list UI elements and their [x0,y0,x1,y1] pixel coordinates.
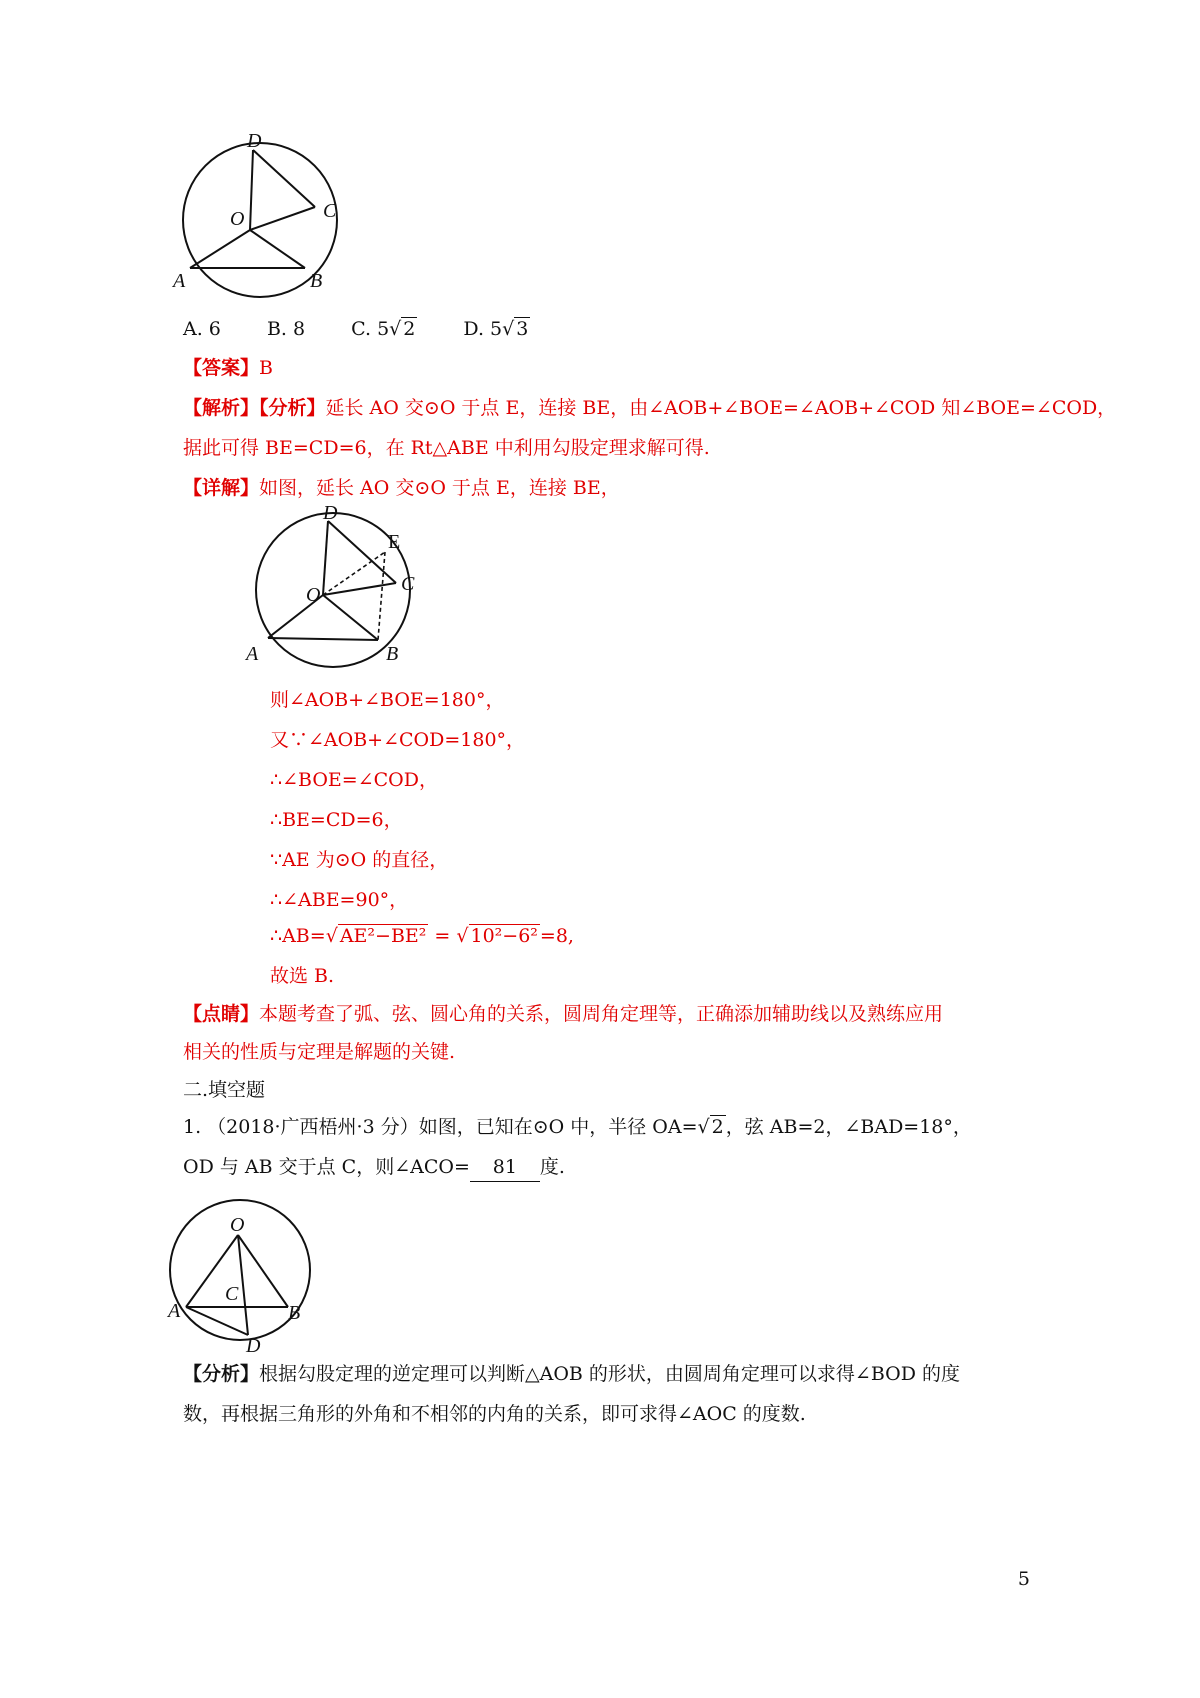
analysis-line-1: 【解析】【分析】延长 AO 交⊙O 于点 E，连接 BE，由∠AOB+∠BOE=∠AOB+∠COD 知∠BOE=∠COD， [183,397,1117,419]
question-line-2: OD 与 AB 交于点 C，则∠ACO= 81 度. [183,1153,565,1182]
detail-formula: ∴AB=√ AE²−BE² = √ 10²−6² =8, [270,925,574,947]
detail-step-3: ∴∠BOE=∠COD， [270,769,438,791]
comment-line-2: 相关的性质与定理是解题的关键. [183,1041,456,1063]
label-B: B [288,1302,301,1324]
label-C: C [225,1283,239,1305]
option-b: B. 8 [266,318,306,340]
label-D: D [323,502,338,524]
figure-circle-3 [168,1195,328,1355]
label-O: O [230,208,245,230]
detail-conclusion: 故选 B. [270,965,335,987]
analysis-line-2: 据此可得 BE=CD=6，在 Rt△ABE 中利用勾股定理求解可得. [183,437,710,459]
label-C: C [401,573,415,595]
detail-step-2: 又∵∠AOB+∠COD=180°， [270,729,526,751]
comment-line-1: 【点睛】本题考查了弧、弦、圆心角的关系，圆周角定理等，正确添加辅助线以及熟练应用 [183,1003,944,1025]
detail-intro: 【详解】如图，延长 AO 交⊙O 于点 E，连接 BE， [183,477,620,499]
label-O: O [306,584,321,606]
label-D: D [247,130,262,152]
question-answer: 81 [470,1153,540,1182]
option-c: C. 5√ 2 [351,318,416,340]
options-row [183,315,570,343]
page-number: 5 [1017,1568,1030,1590]
detail-step-4: ∴BE=CD=6， [270,809,403,831]
label-B: B [310,270,323,292]
answer-tag: 【答案】 [183,357,260,379]
figure-circle-1 [173,130,355,320]
question-line-1: 1. （2018·广西梧州·3 分）如图，已知在⊙O 中，半径 OA=√ 2 ，弦 AB=2，∠BAD=18°， [183,1116,972,1138]
detail-step-5: ∵AE 为⊙O 的直径， [270,849,449,871]
label-B: B [386,643,399,665]
label-E: E [388,531,401,553]
analysis2-line-2: 数，再根据三角形的外角和不相邻的内角的关系，即可求得∠AOC 的度数. [183,1403,806,1425]
option-a: A. 6 [183,318,221,340]
comment-tag: 【点睛】 [183,1003,260,1025]
section-title: 二.填空题 [183,1079,266,1101]
analysis2-line-1: 【分析】根据勾股定理的逆定理可以判断△AOB 的形状，由圆周角定理可以求得∠BOD 的度 [183,1363,961,1385]
label-C: C [323,200,337,222]
answer-line [183,354,273,382]
label-A: A [173,270,186,292]
analysis-tag: 【解析】【分析】 [183,397,326,419]
detail-step-1: 则∠AOB+∠BOE=180°， [270,689,505,711]
figure-circle-2 [246,502,438,685]
label-O: O [230,1214,245,1236]
label-D: D [246,1335,261,1357]
detail-tag: 【详解】 [183,477,260,499]
analysis2-tag: 【分析】 [183,1363,260,1385]
answer-value: B [259,357,273,379]
detail-step-6: ∴∠ABE=90°， [270,889,409,911]
label-A: A [168,1300,181,1322]
option-d: D. 5√ 3 [463,318,529,340]
label-A: A [246,643,259,665]
